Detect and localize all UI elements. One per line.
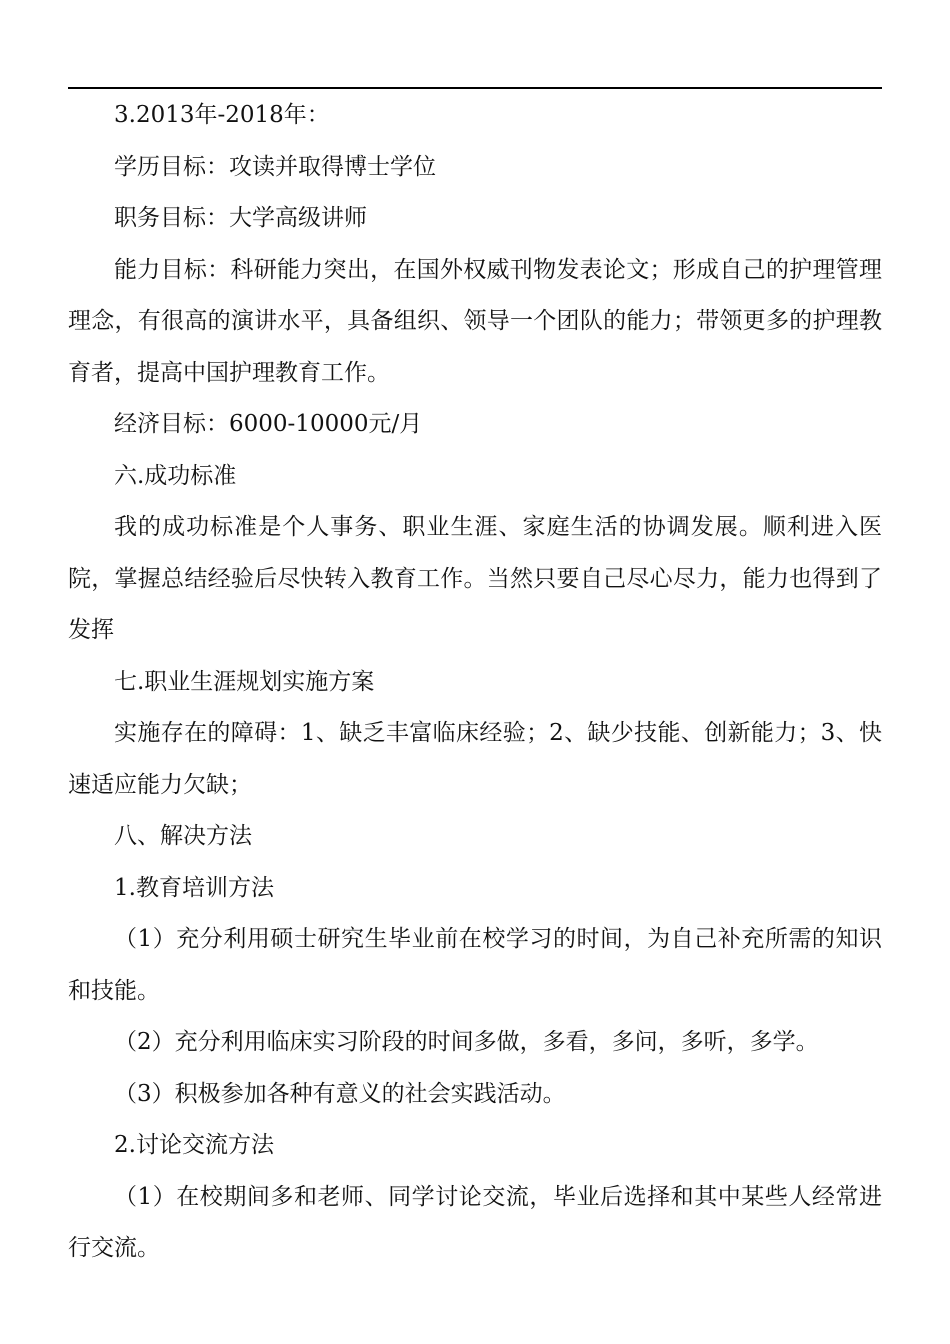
subheading-discussion-exchange: 2.讨论交流方法: [114, 1132, 274, 1158]
success-criteria-paragraph: 我的成功标准是个人事务、职业生涯、家庭生活的协调发展。顺利进入医院，掌握总结经验后尽快转入教育工作。当然只要自己尽心尽力，能力也得到了发挥: [68, 514, 882, 643]
document-body: [68, 90, 882, 1275]
list-item-training-2: （2）充分利用临床实习阶段的时间多做，多看，多问，多听，多学。: [114, 1029, 819, 1055]
position-goal: 职务目标：大学高级讲师: [114, 205, 367, 231]
list-item-training-1: （1）充分利用硕士研究生毕业前在校学习的时间，为自己补充所需的知识和技能。: [68, 926, 882, 1004]
section-heading-success-criteria: 六.成功标准: [114, 462, 237, 489]
education-goal: 学历目标：攻读并取得博士学位: [114, 153, 436, 180]
header-rule: [68, 87, 882, 89]
section-heading-2013-2018: 3.2013年-2018年：: [114, 102, 330, 128]
section-heading-solutions: 八、解决方法: [114, 823, 252, 849]
subheading-education-training: 1.教育培训方法: [114, 874, 274, 901]
section-heading-implementation: 七.职业生涯规划实施方案: [114, 668, 375, 695]
ability-goal: 能力目标：科研能力突出，在国外权威刊物发表论文；形成自己的护理管理理念，有很高的演讲水平，具备组织、领导一个团队的能力；带领更多的护理教育者，提高中国护理教育工作。: [68, 256, 882, 386]
list-item-training-3: （3）积极参加各种有意义的社会实践活动。: [114, 1080, 566, 1107]
economic-goal: 经济目标：6000-10000元/月: [114, 411, 423, 437]
list-item-discussion-1: （1）在校期间多和老师、同学讨论交流，毕业后选择和其中某些人经常进行交流。: [68, 1183, 882, 1261]
implementation-obstacles: 实施存在的障碍：1、缺乏丰富临床经验；2、缺少技能、创新能力；3、快速适应能力欠缺；: [68, 720, 882, 798]
